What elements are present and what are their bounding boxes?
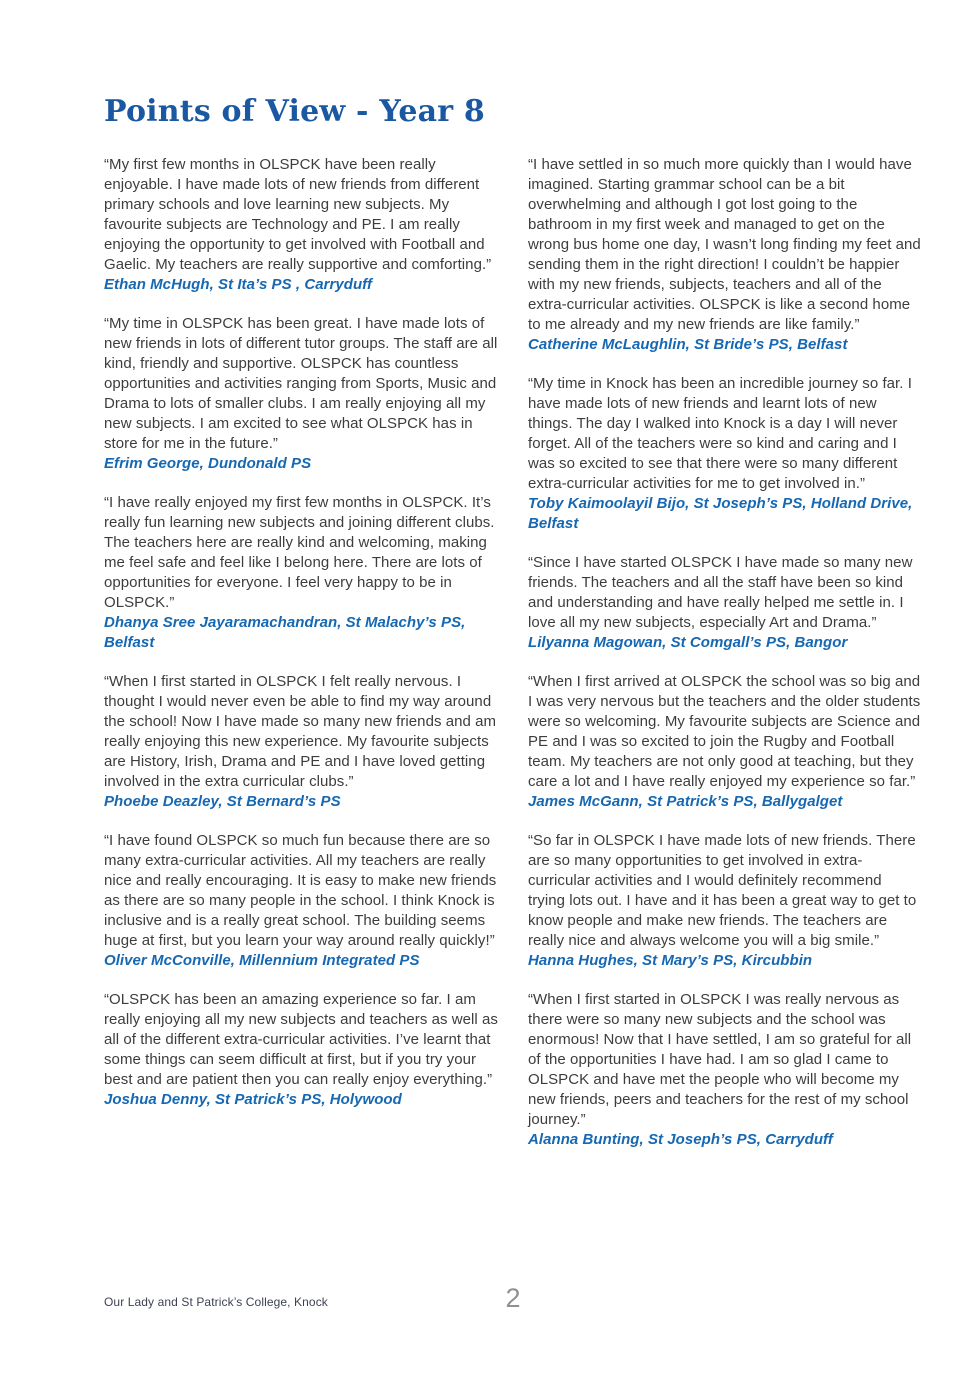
quote-text: “Since I have started OLSPCK I have made so many new friends. The teachers and all the staff have been so kind and understanding and have really helped me settle in. I love all my new subjects, especially Art and Drama.” xyxy=(528,554,913,631)
quote-attribution: Toby Kaimoolayil Bijo, St Joseph’s PS, Holland Drive, Belfast xyxy=(528,495,913,532)
quote-text: “I have settled in so much more quickly than I would have imagined. Starting grammar school can be a bit overwhelming and although I got lost going to the bathroom in my first week and managed to get on the wrong bus home one day, I wasn’t long finding my feet and sending them in the right direction! I couldn’t be happier with my new friends, subjects, teachers and all of the extra-curricular activities. OLSPCK is like a second home to me already and my new friends are like family.” xyxy=(528,156,921,333)
quote-text: “My first few months in OLSPCK have been really enjoyable. I have made lots of new friends from different primary schools and love learning new subjects. My favourite subjects are Technology and PE. I am really enjoying the opportunity to get involved with Football and Gaelic. My teachers are really supportive and comforting.” xyxy=(104,156,492,273)
quote-attribution: Catherine McLaughlin, St Bride’s PS, Belfast xyxy=(528,336,848,353)
quote-attribution: Lilyanna Magowan, St Comgall’s PS, Bangor xyxy=(528,634,848,651)
testimonial xyxy=(528,374,922,534)
quote-attribution: Alanna Bunting, St Joseph’s PS, Carryduff xyxy=(528,1131,833,1148)
testimonial xyxy=(104,831,498,971)
testimonial xyxy=(104,314,498,474)
testimonial xyxy=(104,155,498,295)
page-number: 2 xyxy=(505,1283,521,1313)
quote-text: “I have really enjoyed my first few months in OLSPCK. It’s really fun learning new subjects and joining different clubs. The teachers here are really kind and welcoming, making me feel safe and feel like I belong here. There are lots of opportunities for everyone. I feel very happy to be in OLSPCK.” xyxy=(104,494,495,611)
quote-text: “OLSPCK has been an amazing experience so far. I am really enjoying all my new subjects and teachers as well as all of the different extra-curricular activities. I’ve learnt that some things can seem difficult at first, but if you try your best and are patient then you can really enjoy everything.” xyxy=(104,991,498,1088)
quote-text: “I have found OLSPCK so much fun because there are so many extra-curricular activities. All my teachers are really nice and really encouraging. It is easy to make new friends as there are so many people in the school. I think Knock is inclusive and is a really great school. The building seems huge at first, but you learn your way around really quickly!” xyxy=(104,832,497,949)
quote-text: “When I first started in OLSPCK I felt really nervous. I thought I would never even be able to find my way around the school! Now I have made so many new friends and am really enjoying this new experience. My favourite subjects are History, Irish, Drama and PE and I have loved getting involved in the extra curricular clubs.” xyxy=(104,673,497,790)
quote-text: “When I first started in OLSPCK I was really nervous as there were so many new subjects and the school was enormous! Now that I have settled, I am so grateful for all of the opportunities I have had. I am so glad I came to OLSPCK and have met the people who will become my new friends, peers and teachers for the rest of my school journey.” xyxy=(528,991,912,1128)
quote-attribution: Ethan McHugh, St Ita’s PS , Carryduff xyxy=(104,276,373,293)
quote-attribution: Dhanya Sree Jayaramachandran, St Malachy’s PS, Belfast xyxy=(104,614,466,651)
page-footer xyxy=(104,1283,922,1323)
page-content xyxy=(104,95,922,1169)
quote-text: “So far in OLSPCK I have made lots of new friends. There are so many opportunities to get involved in extra-curricular activities and I would definitely recommend trying lots out. I have and it has been a great way to get to know people and make new friends. The teachers are really nice and always welcome you will a big smile.” xyxy=(528,832,917,949)
footer-school-name: Our Lady and St Patrick’s College, Knock xyxy=(104,1295,328,1309)
right-column xyxy=(528,155,922,1169)
quote-attribution: James McGann, St Patrick’s PS, Ballygalget xyxy=(528,793,843,810)
testimonial xyxy=(104,493,498,653)
testimonial xyxy=(528,831,922,971)
testimonial xyxy=(528,553,922,653)
quote-text: “My time in OLSPCK has been great. I have made lots of new friends in lots of different tutor groups. The staff are all kind, friendly and supportive. OLSPCK has countless opportunities and activities ranging from Sports, Music and Drama to lots of smaller clubs. I am really enjoying all my new subjects. I am excited to see what OLSPCK has in store for me in the future.” xyxy=(104,315,498,452)
testimonial xyxy=(528,672,922,812)
quote-text: “When I first arrived at OLSPCK the school was so big and I was very nervous but the teachers and the older students were so welcoming. My favourite subjects are Science and PE and I was so excited to join the Rugby and Football team. My teachers are not only good at teaching, but they care a lot and I have really enjoyed my experience so far.” xyxy=(528,673,921,790)
testimonial xyxy=(528,990,922,1150)
testimonial xyxy=(104,672,498,812)
quote-attribution: Hanna Hughes, St Mary’s PS, Kircubbin xyxy=(528,952,813,969)
quote-attribution: Joshua Denny, St Patrick’s PS, Holywood xyxy=(104,1091,402,1108)
testimonial xyxy=(104,990,498,1110)
quote-attribution: Efrim George, Dundonald PS xyxy=(104,455,312,472)
page-title: Points of View - Year 8 xyxy=(104,94,485,129)
left-column xyxy=(104,155,498,1169)
two-column-layout xyxy=(104,155,922,1169)
testimonial xyxy=(528,155,922,355)
quote-attribution: Oliver McConville, Millennium Integrated PS xyxy=(104,952,420,969)
quote-text: “My time in Knock has been an incredible journey so far. I have made lots of new friends and learnt lots of new things. The day I walked into Knock is a day I will never forget. All of the teachers were so kind and caring and I was so excited to see that there were so many different extra-curricular activities for me to get involved in.” xyxy=(528,375,912,492)
quote-attribution: Phoebe Deazley, St Bernard’s PS xyxy=(104,793,341,810)
